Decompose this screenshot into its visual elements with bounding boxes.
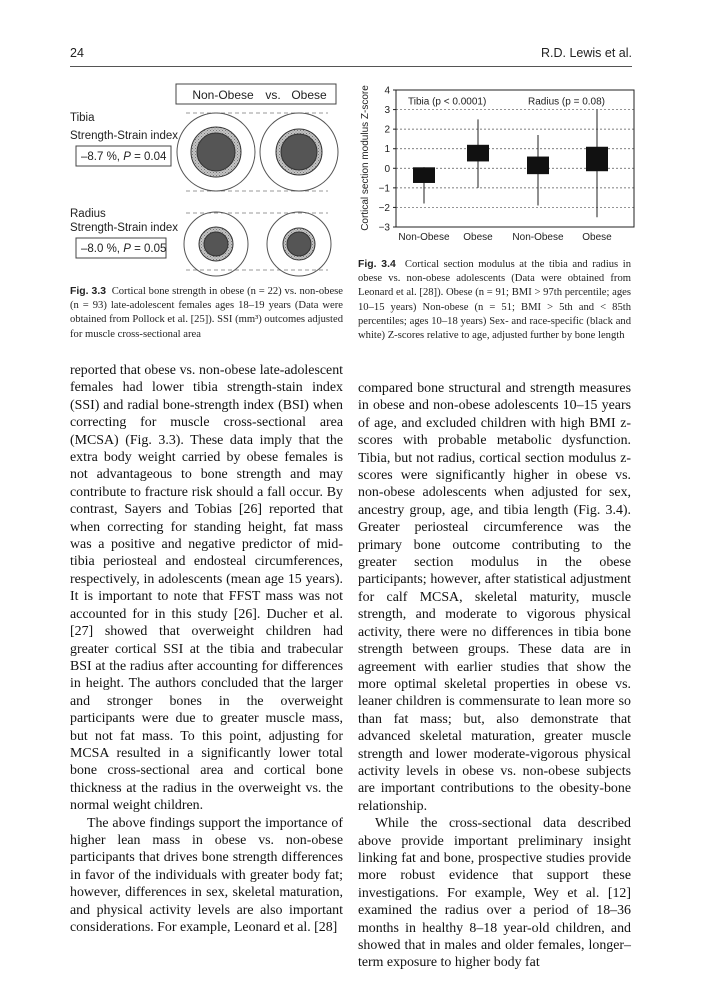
y-ticks [379,86,396,234]
radius-group-label: Radius (p = 0.08) [528,96,605,108]
x-labels [398,232,612,243]
body-left-paragraph-2: The above findings support the importance of higher lean mass in obese vs. non-obese participants that drives bone strength differences in favor of the individuals with greater body fat; however, differences in sex, skeletal maturation, and physical activity levels are also important considerations. For example, Leonard et al. [28] [70,815,343,935]
radius-obese-section [267,212,331,276]
y-tick-label: 4 [384,85,390,97]
radius-index-label: Strength-Strain index [70,222,179,234]
y-tick-label: 0 [384,163,390,175]
caption-fig-3-4 [358,258,631,343]
body-right-paragraph-2: While the cross-sectional data described above provide important preliminary insight linking fat and bone, prospective studies provide more robust evidence that support these investigations. For example, Wey et al. [12] examined the radius over a period of 18–36 months in healthy 8–18 year-old children, and showed that in males and older females, longer–term exposure to higher body fat [358,816,631,971]
radius-non-obese-section [184,212,248,276]
body-left-paragraph-1: reported that obese vs. non-obese late-adolescent females had lower tibia strength-stain index (SSI) and radial bone-strength index (BSI) when correcting for muscle cross-sectional area (MCSA) (Fig. 3.3). These data imply that the extra body weight carried by obese females is not advantageous to bone strength and may contribute to fracture risk should a fall occur. By contrast, Sayers and Tobias [26] reported that when correcting for standing height, fat mass was a positive and negative predictor of mid-tibia periosteal and endosteal circumferences, respectively, in adolescents (mean age 15 years). It is important to note that FFST mass was not accounted for in this study [26]. Ducher et al. [27] showed that overweight children had greater cortical SSI at the tibia and trabecular BSI at the radius after accounting for differences in height. The authors concluded that the larger and stronger bones in the overweight participants were due to greater muscle mass, but not fat mass. To this point, adjusting for MCSA resulted in a significantly lower total bone cross-sectional area and cortical bone thickness at the radius in the overweight vs. the normal weight children. [70,363,343,814]
body-right-paragraph-1: compared bone structural and strength measures in obese and non-obese adolescents 10–15 years of age, and excluded children with high BMI z-scores with probable metabolic dysfunction. Tibia, but not radius, cortical section modulus z-scores were significantly higher in obese vs. non-obese adolescents when adjusted for sex, ancestry group, age, and tibia length (Fig. 3.4). Greater periosteal circumference was the primary bone outcome contributing to the greater section modulus in the obese participants; however, after statistical adjustment for calf MCSA, skeletal maturity, muscle strength, and moderate to vigorous physical activity, there were no differences in tibia bone strength between groups. These data are in agreement with earlier studies that show the more optimal skeletal properties in obese vs. leaner children is commensurate to lean more so than fat mass; but, also demonstrate that advanced skeletal maturation, greater muscle strength and lower moderate-vigorous physical activity levels in obese vs. non-obese subjects are important contributions to the obesity-bone relationship. [358,381,631,814]
y-tick-label: −2 [378,202,390,214]
tibia-label: Tibia [70,112,95,124]
tibia-non-obese-section [177,113,255,191]
y-tick-label: 2 [384,124,390,136]
y-axis-label: Cortical section modulus Z-score [360,85,371,231]
x-label: Non-Obese [512,232,564,243]
box [527,157,549,175]
radius-stat: –8.0 %, P = 0.05 [81,243,167,255]
radius-label: Radius [70,208,106,220]
tibia-index-label: Strength-Strain index [70,130,179,142]
header-rule [70,66,632,67]
box [413,167,435,183]
box-marks [413,110,608,218]
y-tick-label: −1 [378,183,390,195]
y-tick-label: −3 [378,222,390,234]
x-label: Non-Obese [398,232,450,243]
x-label: Obese [463,232,493,243]
page-number: 24 [70,46,84,60]
caption-fig-3-4-text: Cortical section modulus at the tibia and radius in obese vs. non-obese adolescents (Data were obtained from Leonard et al. [28]). Obese (n = 91; BMI > 97th percentile; ages 10–15 years) Non-obese (n = 51; BMI > 5th and < 85th percentiles; ages 10–18 years) Sex- and race-specific (black and white) Z-scores relative to age, adjusted further by bone length [358,259,632,342]
legend-vs: vs. [265,88,281,102]
figure-3-3 [66,82,352,282]
tibia-group-label: Tibia (p < 0.0001) [408,96,487,108]
caption-fig-3-3-label: Fig. 3.3 [70,286,106,297]
legend-non-obese: Non-Obese [192,88,254,102]
x-label: Obese [582,232,612,243]
box [467,145,489,162]
figure-3-4-chart [356,84,636,252]
body-left-column [70,362,343,936]
tibia-obese-section [260,113,338,191]
box [586,147,608,171]
tibia-stat: –8.7 %, P = 0.04 [81,151,167,163]
caption-fig-3-3 [70,285,343,342]
legend-obese: Obese [291,88,327,102]
running-head: R.D. Lewis et al. [540,46,632,60]
body-right-column [358,380,631,972]
caption-fig-3-3-text: Cortical bone strength in obese (n = 22) vs. non-obese (n = 93) late-adolescent females ages 18–19 years (Data were obtained from Pollock et al. [25]). SSI (mm³) outcomes adjusted for muscle cross-sectional area [70,286,343,340]
y-tick-label: 1 [384,144,390,156]
y-tick-label: 3 [384,105,390,117]
caption-fig-3-4-label: Fig. 3.4 [358,259,396,270]
